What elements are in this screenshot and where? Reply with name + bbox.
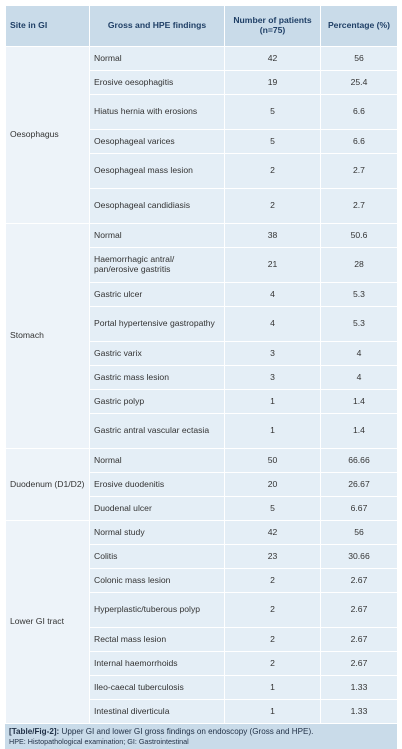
site-cell: Duodenum (D1/D2)	[6, 449, 90, 521]
table-row	[6, 521, 398, 545]
patients-cell: 2	[225, 154, 321, 189]
patients-cell: 20	[225, 473, 321, 497]
percentage-cell: 2.67	[321, 652, 398, 676]
table-caption	[5, 724, 397, 749]
patients-cell: 4	[225, 283, 321, 307]
finding-cell: Oesophageal varices	[90, 130, 225, 154]
patients-cell: 2	[225, 189, 321, 224]
patients-cell: 2	[225, 569, 321, 593]
percentage-cell: 1.33	[321, 700, 398, 724]
patients-cell: 4	[225, 307, 321, 342]
patients-cell: 2	[225, 593, 321, 628]
header-findings: Gross and HPE findings	[90, 6, 225, 47]
percentage-cell: 6.6	[321, 130, 398, 154]
finding-cell: Normal	[90, 449, 225, 473]
percentage-cell: 4	[321, 342, 398, 366]
percentage-cell: 6.6	[321, 95, 398, 130]
finding-cell: Gastric antral vascular ectasia	[90, 414, 225, 449]
percentage-cell: 30.66	[321, 545, 398, 569]
patients-cell: 5	[225, 95, 321, 130]
percentage-cell: 2.67	[321, 593, 398, 628]
patients-cell: 42	[225, 521, 321, 545]
finding-cell: Colonic mass lesion	[90, 569, 225, 593]
finding-cell: Erosive oesophagitis	[90, 71, 225, 95]
header-site: Site in GI	[6, 6, 90, 47]
finding-cell: Hyperplastic/tuberous polyp	[90, 593, 225, 628]
percentage-cell: 1.4	[321, 414, 398, 449]
finding-cell: Gastric polyp	[90, 390, 225, 414]
percentage-cell: 1.33	[321, 676, 398, 700]
finding-cell: Normal	[90, 224, 225, 248]
finding-cell: Normal	[90, 47, 225, 71]
patients-cell: 2	[225, 652, 321, 676]
percentage-cell: 66.66	[321, 449, 398, 473]
percentage-cell: 2.7	[321, 189, 398, 224]
percentage-cell: 2.67	[321, 569, 398, 593]
finding-cell: Internal haemorrhoids	[90, 652, 225, 676]
percentage-cell: 2.67	[321, 628, 398, 652]
percentage-cell: 50.6	[321, 224, 398, 248]
finding-cell: Colitis	[90, 545, 225, 569]
patients-cell: 19	[225, 71, 321, 95]
percentage-cell: 1.4	[321, 390, 398, 414]
header-patients: Number of patients (n=75)	[225, 6, 321, 47]
finding-cell: Oesophageal candidiasis	[90, 189, 225, 224]
caption-label: [Table/Fig-2]:	[9, 727, 60, 736]
patients-cell: 1	[225, 676, 321, 700]
patients-cell: 2	[225, 628, 321, 652]
table-body	[6, 47, 398, 724]
site-cell: Lower GI tract	[6, 521, 90, 724]
table-row	[6, 224, 398, 248]
finding-cell: Gastric varix	[90, 342, 225, 366]
finding-cell: Gastric mass lesion	[90, 366, 225, 390]
finding-cell: Ileo-caecal tuberculosis	[90, 676, 225, 700]
percentage-cell: 26.67	[321, 473, 398, 497]
finding-cell: Oesophageal mass lesion	[90, 154, 225, 189]
finding-cell: Rectal mass lesion	[90, 628, 225, 652]
percentage-cell: 5.3	[321, 307, 398, 342]
finding-cell: Normal study	[90, 521, 225, 545]
patients-cell: 38	[225, 224, 321, 248]
patients-cell: 3	[225, 366, 321, 390]
table-header	[6, 6, 398, 47]
patients-cell: 5	[225, 130, 321, 154]
findings-table	[5, 5, 398, 724]
patients-cell: 50	[225, 449, 321, 473]
caption-note: HPE: Histopathological examination; GI: Gastrointestinal	[9, 737, 189, 747]
patients-cell: 23	[225, 545, 321, 569]
finding-cell: Gastric ulcer	[90, 283, 225, 307]
finding-cell: Erosive duodenitis	[90, 473, 225, 497]
patients-cell: 42	[225, 47, 321, 71]
table-row	[6, 47, 398, 71]
site-cell: Stomach	[6, 224, 90, 449]
finding-cell: Duodenal ulcer	[90, 497, 225, 521]
percentage-cell: 56	[321, 47, 398, 71]
patients-cell: 1	[225, 700, 321, 724]
percentage-cell: 2.7	[321, 154, 398, 189]
patients-cell: 1	[225, 390, 321, 414]
table-row	[6, 449, 398, 473]
patients-cell: 21	[225, 248, 321, 283]
finding-cell: Haemorrhagic antral/ pan/erosive gastritis	[90, 248, 225, 283]
patients-cell: 5	[225, 497, 321, 521]
caption-text: Upper GI and lower GI gross findings on endoscopy (Gross and HPE).	[61, 727, 314, 736]
percentage-cell: 25.4	[321, 71, 398, 95]
percentage-cell: 4	[321, 366, 398, 390]
finding-cell: Intestinal diverticula	[90, 700, 225, 724]
percentage-cell: 6.67	[321, 497, 398, 521]
site-cell: Oesophagus	[6, 47, 90, 224]
percentage-cell: 56	[321, 521, 398, 545]
finding-cell: Hiatus hernia with erosions	[90, 95, 225, 130]
header-percentage: Percentage (%)	[321, 6, 398, 47]
percentage-cell: 28	[321, 248, 398, 283]
table-figure	[5, 5, 397, 749]
patients-cell: 1	[225, 414, 321, 449]
finding-cell: Portal hypertensive gastropathy	[90, 307, 225, 342]
patients-cell: 3	[225, 342, 321, 366]
percentage-cell: 5.3	[321, 283, 398, 307]
